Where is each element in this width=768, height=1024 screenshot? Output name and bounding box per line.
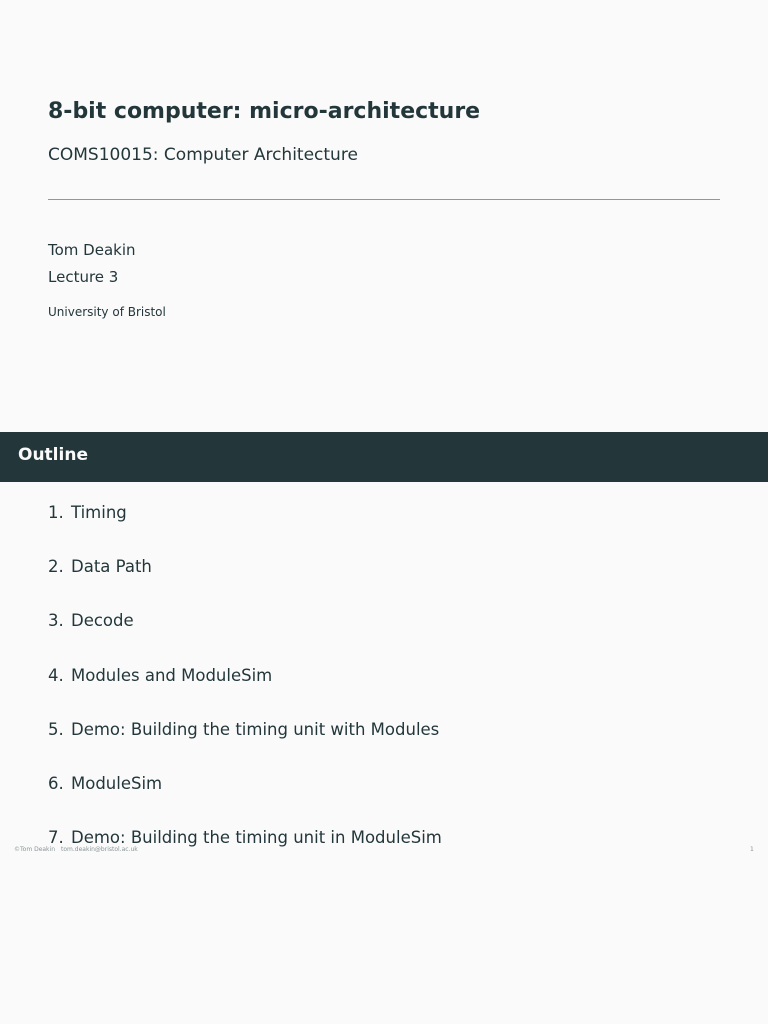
outline-item-label: Demo: Building the timing unit in ModuleSim — [71, 828, 442, 848]
outline-item-number: 6. — [48, 773, 64, 793]
outline-item-label: ModuleSim — [71, 773, 163, 793]
institute-name: University of Bristol — [48, 305, 166, 319]
outline-item-label: Decode — [71, 611, 134, 631]
lecture-label: Lecture 3 — [48, 268, 119, 286]
outline-item-label: Modules and ModuleSim — [71, 665, 273, 685]
outline-item-number: 3. — [48, 611, 64, 631]
frame-title: Outline — [18, 445, 88, 465]
footer-email[interactable]: tom.deakin@bristol.ac.uk — [61, 846, 138, 853]
outline-item-label: Data Path — [71, 557, 152, 577]
slide-subtitle: COMS10015: Computer Architecture — [48, 145, 358, 165]
title-separator — [48, 199, 720, 200]
outline-item-decode[interactable] — [48, 611, 442, 665]
outline-item-label: Demo: Building the timing unit with Modules — [71, 719, 440, 739]
outline-item-number: 2. — [48, 557, 64, 577]
frame-title-bar — [0, 432, 768, 482]
outline-item-label: Timing — [71, 503, 127, 522]
outline-item-modulesim[interactable] — [48, 774, 442, 828]
outline-item-modules[interactable] — [48, 666, 442, 720]
slide-title: 8-bit computer: micro-architecture — [48, 99, 481, 124]
footer-credits — [14, 846, 144, 853]
footer-page-number: 1 — [750, 846, 754, 853]
footer-copyright: ©Tom Deakin — [14, 846, 56, 853]
outline-item-number: 5. — [48, 719, 64, 739]
outline-list — [48, 503, 442, 882]
outline-item-number: 7. — [48, 828, 64, 848]
outline-item-number: 4. — [48, 665, 64, 685]
outline-item-demo-modules[interactable] — [48, 720, 442, 774]
outline-item-data-path[interactable] — [48, 557, 442, 611]
outline-item-number: 1. — [48, 503, 64, 522]
outline-item-timing[interactable] — [48, 503, 442, 557]
author-name: Tom Deakin — [48, 241, 136, 259]
outline-item-demo-modulesim[interactable] — [48, 828, 442, 882]
